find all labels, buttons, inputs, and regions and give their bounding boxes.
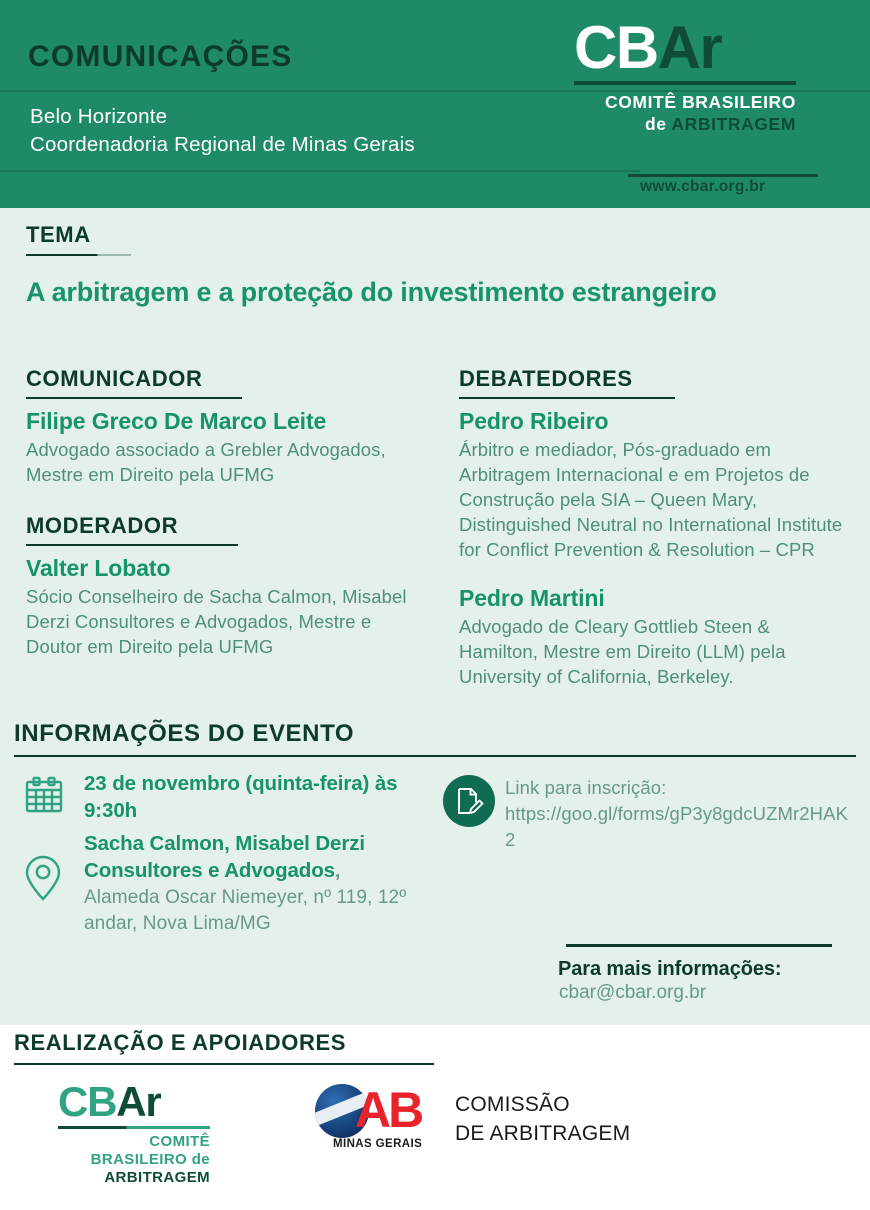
comunicador-block xyxy=(26,366,426,487)
calendar-icon xyxy=(22,770,84,823)
tema-title: A arbitragem e a proteção do investimento estrangeiro xyxy=(26,277,717,307)
header-title: COMUNICAÇÕES xyxy=(28,40,293,73)
venue-comma: , xyxy=(334,861,341,882)
footer-label: REALIZAÇÃO E APOIADORES xyxy=(14,1030,347,1055)
cbar-logo-cb: CB xyxy=(574,14,658,81)
tema-heading xyxy=(26,222,131,256)
cbar-footer-line1: COMITÊ xyxy=(149,1133,210,1150)
oab-commission-line1: COMISSÃO xyxy=(455,1093,570,1116)
contact-block xyxy=(556,944,846,1004)
event-venue-address: Alameda Oscar Niemeyer, nº 119, 12º andar, Nova Lima/MG xyxy=(84,887,407,934)
cbar-footer-logo xyxy=(58,1080,268,1187)
venue-company: Sacha Calmon, Misabel Derzi Consultores e Advogados xyxy=(84,832,365,882)
contact-label: Para mais informações: xyxy=(558,958,782,980)
cbar-footer-de: de xyxy=(187,1151,210,1168)
comunicador-underline xyxy=(26,397,242,399)
oab-commission-text xyxy=(455,1090,630,1148)
cbar-logo-de: de xyxy=(644,114,672,134)
header-subtitle-city: Belo Horizonte xyxy=(30,105,168,128)
cbar-logo-rule xyxy=(574,81,796,85)
debatedor-name: Pedro Ribeiro xyxy=(459,408,609,434)
debatedor-bio: Advogado de Cleary Gottlieb Steen & Hamilton, Mestre em Direito (LLM) pela University of California, Berkeley. xyxy=(459,616,786,687)
debatedor-name: Pedro Martini xyxy=(459,585,605,611)
debatedor-bio: Árbitro e mediador, Pós-graduado em Arbitragem Internacional e em Projetos de Construção pela SIA – Queen Mary, Distinguished Neutral no International Institute for Conflict Prevention & Resolution – CPR xyxy=(459,439,843,560)
cbar-logo-line2 xyxy=(574,114,796,135)
header-subtitle-region: Coordenadoria Regional de Minas Gerais xyxy=(30,133,415,156)
comunicador-label: COMUNICADOR xyxy=(26,366,203,391)
event-venue-name xyxy=(84,830,442,885)
cbar-footer-cb: CB xyxy=(58,1078,117,1125)
registration-link-text[interactable] xyxy=(505,775,853,853)
form-icon-circle xyxy=(443,775,495,827)
moderador-underline xyxy=(26,544,238,546)
event-info-label: INFORMAÇÕES DO EVENTO xyxy=(14,720,355,747)
oab-commission-line2: DE ARBITRAGEM xyxy=(455,1122,631,1145)
event-info-right xyxy=(443,775,853,853)
event-info-heading xyxy=(14,720,354,748)
event-info-divider xyxy=(14,755,856,757)
registration-link-url[interactable]: https://goo.gl/forms/gP3y8gdcUZMr2HAK2 xyxy=(505,803,849,850)
debatedor-entry xyxy=(459,407,851,562)
comunicador-name: Filipe Greco De Marco Leite xyxy=(26,408,327,434)
cbar-logo-ar: Ar xyxy=(657,14,722,81)
oab-state-label: MINAS GERAIS xyxy=(333,1138,423,1150)
event-date-row xyxy=(22,770,442,824)
website-link[interactable]: www.cbar.org.br xyxy=(640,178,766,195)
contact-rule xyxy=(566,944,832,947)
header-subtitle xyxy=(30,103,415,159)
event-venue-row xyxy=(22,830,442,937)
contact-email[interactable]: cbar@cbar.org.br xyxy=(559,982,707,1003)
moderador-block xyxy=(26,513,426,659)
event-venue-text xyxy=(84,830,442,937)
event-date: 23 de novembro (quinta-feira) às 9:30h xyxy=(84,772,398,822)
tema-underline xyxy=(26,254,131,256)
cbar-header-logo xyxy=(574,14,854,135)
cbar-footer-brasileiro: BRASILEIRO xyxy=(90,1151,188,1168)
cbar-logo-line1: COMITÊ BRASILEIRO xyxy=(604,92,796,112)
debatedor-entry xyxy=(459,584,851,689)
debatedores-column xyxy=(459,366,851,689)
speakers-left-column xyxy=(26,366,426,659)
debatedores-label: DEBATEDORES xyxy=(459,366,633,391)
oab-letters: AB xyxy=(355,1082,422,1138)
registration-link-label: Link para inscrição: xyxy=(505,777,667,798)
moderador-bio: Sócio Conselheiro de Sacha Calmon, Misabel Derzi Consultores e Advogados, Mestre e Doutor em Direito pela UFMG xyxy=(26,586,407,657)
registration-link-row[interactable] xyxy=(443,775,853,853)
form-edit-icon xyxy=(443,775,505,827)
cbar-logo-wordmark xyxy=(574,14,854,81)
poster-header xyxy=(0,0,870,208)
footer-heading xyxy=(14,1030,346,1056)
oab-mark xyxy=(315,1082,440,1140)
oab-logo xyxy=(315,1082,440,1150)
debatedores-underline xyxy=(459,397,675,399)
cbar-footer-ar: Ar xyxy=(116,1078,161,1125)
footer-divider xyxy=(14,1063,434,1065)
cbar-footer-line3: ARBITRAGEM xyxy=(104,1169,210,1186)
cbar-footer-line2 xyxy=(58,1151,210,1169)
comunicador-bio: Advogado associado a Grebler Advogados, Mestre em Direito pela UFMG xyxy=(26,439,386,485)
header-bottom-divider xyxy=(0,170,640,172)
cbar-footer-rule xyxy=(58,1126,210,1129)
location-pin-icon xyxy=(22,830,84,909)
event-info-left xyxy=(22,770,442,937)
cbar-footer-wordmark xyxy=(58,1080,268,1124)
moderador-name: Valter Lobato xyxy=(26,555,171,581)
website-rule xyxy=(628,174,818,177)
moderador-label: MODERADOR xyxy=(26,513,179,538)
event-date-text xyxy=(84,770,442,824)
tema-label: TEMA xyxy=(26,222,91,247)
cbar-logo-arbitragem: ARBITRAGEM xyxy=(671,114,796,134)
